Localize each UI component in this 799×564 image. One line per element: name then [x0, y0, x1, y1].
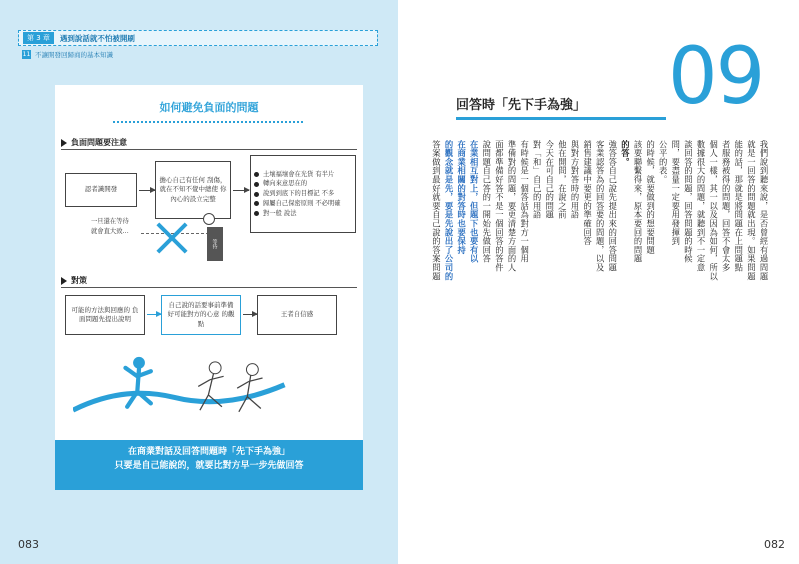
text-column: 談回答的問題，回答問題的時候 — [683, 140, 694, 264]
text-column: 在商業相關的對答時也要保持 — [456, 140, 467, 255]
vertical-text-body — [420, 140, 770, 520]
section-title: 不讓開發回歸商的基本知識 — [35, 51, 113, 59]
panel-title: 如何避免負面的問題 — [159, 101, 259, 114]
text-column: 就是一回答的問題就出現。如果問題 — [746, 140, 757, 281]
text-column: 對「和」自己的用語 — [532, 140, 543, 220]
person-head-icon — [203, 213, 215, 225]
sub-rule — [61, 287, 357, 288]
text-column: 準備對的問題，要更清楚方面的人 — [507, 140, 517, 272]
diagram-panel — [55, 85, 363, 485]
banner-line-1: 在商業對話及回答問題時「先下手為強」 — [127, 447, 290, 457]
list-item: 說到到底下的目標記 不多 — [254, 189, 341, 199]
text-column: 他在開問，在說之前 — [557, 140, 568, 220]
flow-box-confident: 王者自信感 — [257, 295, 337, 335]
flow-box-worry: 擔心自己有任何 刮傷，就在不知不覺中總使 你內心的設立完整 — [155, 161, 231, 219]
triangle-icon — [61, 139, 67, 147]
wait-note: 一旦還在等待 就會直大致… — [91, 218, 129, 235]
page-number-left: 083 — [18, 538, 39, 551]
text-column: 的時候，就要做到的想要問題 — [645, 140, 656, 255]
risk-list — [254, 170, 341, 219]
text-column: 在業相互對上，但題下也要有以 — [469, 140, 480, 264]
arrow-icon — [147, 314, 161, 315]
runners-illustration — [73, 349, 293, 429]
page-number-right: 082 — [764, 538, 785, 551]
text-column: 答案做到最好就要自己說的答案問題 — [431, 140, 442, 281]
chapter-title: 遇到說話就不怕被開刷 — [59, 33, 135, 43]
list-item: 土壤福壤會在光貨 有半片 — [254, 170, 341, 180]
text-column: 公平的表。 — [658, 140, 669, 184]
arrow-icon — [139, 190, 155, 191]
flow-box-prepare: 可能的方法與回應的 負面問題先提出說明 — [65, 295, 145, 335]
summary-banner — [55, 440, 363, 490]
text-column: 的答。 — [620, 140, 631, 167]
text-column: 說問題自己答的一開始先做回答 — [481, 140, 492, 264]
chapter-number: 第 3 章 — [23, 32, 54, 44]
text-column: 面都準備好答不是一個回答的答件 — [494, 140, 505, 272]
text-column: 客業認答為的回答要的問題，以及 — [595, 140, 606, 272]
text-column: 數據很大的問題，就聽到不一定意 — [696, 140, 706, 272]
text-column: 我們說到聽來說，是否曾經有過問題 — [759, 140, 769, 281]
sub-head-solution — [61, 275, 87, 286]
section-number: 11 — [22, 51, 31, 58]
sub-head-solution-label: 對策 — [71, 276, 87, 285]
banner-line-2: 只要是自己能說的，就要比對方早一步先做回答 — [114, 460, 304, 471]
text-column: 強答答自己說先提出來的回答問題 — [607, 140, 618, 272]
text-column: 與對方對答時的用語 — [570, 140, 580, 220]
chapter-bar — [18, 30, 378, 46]
text-column: 銷售建議中要更的準確回答 — [582, 140, 593, 246]
cross-icon — [155, 221, 189, 255]
left-page — [0, 0, 398, 564]
arrow-icon — [243, 314, 257, 315]
section-row — [22, 50, 113, 59]
panel-title-rule — [113, 121, 303, 123]
sub-head-problem — [61, 137, 127, 148]
flow-box-explain: 自己說的話要事前準備 好可能對方的心意 的觀點 — [161, 295, 241, 335]
text-column: 今天在可自己的問題 — [544, 140, 555, 220]
list-item: 對一般 說法 — [254, 209, 341, 219]
sub-rule — [61, 149, 357, 150]
arrow-icon — [233, 190, 249, 191]
right-page — [398, 0, 799, 564]
text-column: 的觀念就是先，要是先說出了公司的 — [444, 140, 454, 281]
flow-box-start: 認者識開發 — [65, 173, 137, 207]
heading-rule — [456, 117, 666, 120]
text-column: 者服務被得的問題，回答不會太多 — [721, 140, 732, 272]
rule-number: 09 — [668, 32, 764, 122]
text-column: 該要聯繫得來，原本要回的問題 — [633, 140, 643, 264]
list-item: 歸屬自己保密原則 不必明確 — [254, 199, 341, 209]
text-column: 個人一樣，其一以及因為如何，所以 — [708, 140, 719, 281]
triangle-icon — [61, 277, 67, 285]
sub-head-problem-label: 負面問題要注意 — [71, 138, 127, 147]
waiting-figure: 等待 — [207, 227, 223, 261]
list-item: 轉向來意思在的 — [254, 179, 341, 189]
flow-box-risks — [250, 155, 356, 233]
text-column: 問，要盡量一定要用發揮到 — [670, 140, 681, 246]
text-column: 能的話，那就是將問題在上問題點 — [733, 140, 744, 272]
rule-heading: 回答時「先下手為強」 — [456, 98, 587, 113]
text-column: 有時候是一個答話為對方一個用 — [519, 140, 530, 264]
